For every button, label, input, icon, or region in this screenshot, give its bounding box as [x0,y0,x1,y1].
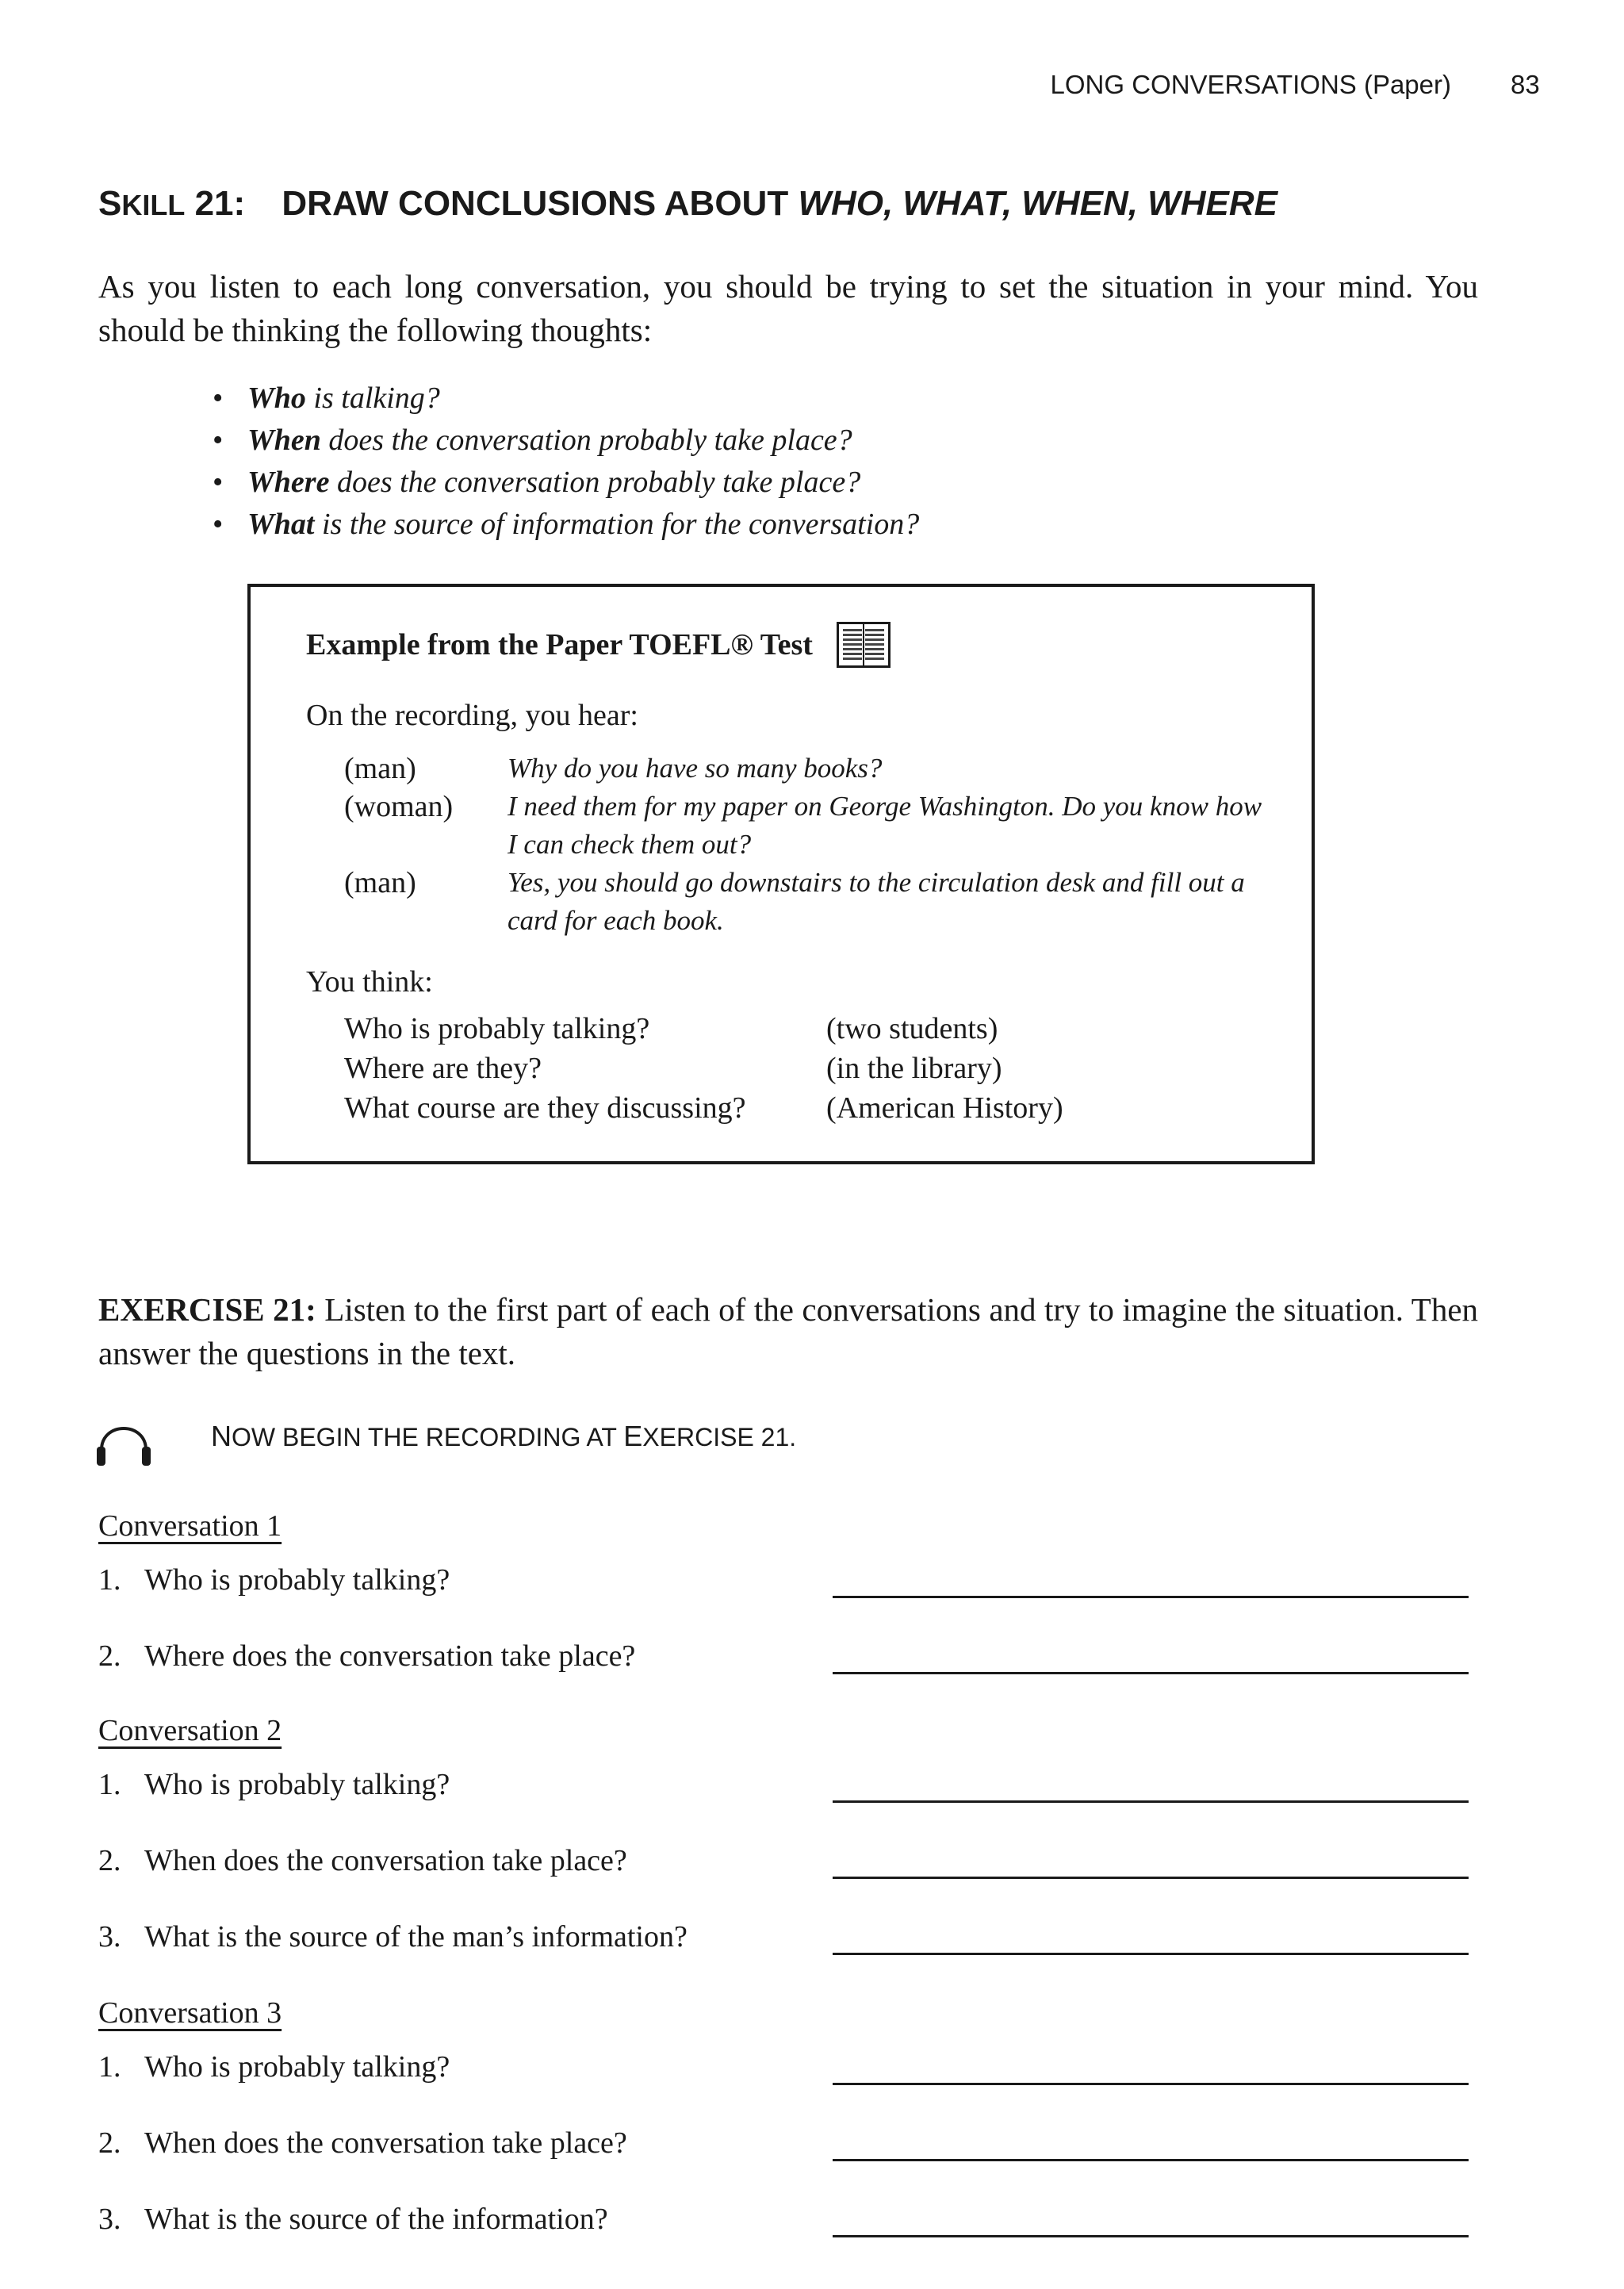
recording-instruction [211,1420,796,1453]
dialogue-line [344,788,1280,864]
conversation-2-heading: Conversation 2 [98,1714,282,1747]
question-number: 2. [98,1639,121,1673]
skill-title-italic: WHO, WHAT, WHEN, WHERE [798,184,1277,223]
question-number: 2. [98,1844,121,1877]
example-title-row [306,622,891,668]
open-book-icon [837,622,891,668]
utterance: Yes, you should go downstairs to the circulation desk and fill out a card for each book. [508,867,1245,936]
question-text: What is the source of the information? [144,2203,608,2236]
recording-exercise-rest: XERCISE 21. [642,1423,797,1451]
thought-key: What [247,508,315,541]
answer-blank[interactable] [833,2159,1469,2161]
answer-blank[interactable] [833,1877,1469,1879]
question-text: Who is probably talking? [144,2050,450,2084]
thinking-answer: (in the library) [826,1052,1002,1085]
answer-blank[interactable] [833,1800,1469,1803]
utterance: I need them for my paper on George Washington. Do you know how I can check them out? [508,791,1262,860]
question-text: Where does the conversation take place? [144,1639,636,1673]
skill-heading [98,184,1277,224]
thinking-question: What course are they discussing? [344,1091,746,1125]
list-item [206,420,919,462]
recording-middle: OW BEGIN THE RECORDING AT [232,1423,624,1451]
speaker: (woman) [344,790,454,823]
answer-blank[interactable] [833,1953,1469,1955]
answer-blank[interactable] [833,1672,1469,1674]
question-number: 1. [98,2050,121,2084]
question-text: When does the conversation take place? [144,2126,627,2160]
utterance: Why do you have so many books? [508,753,883,784]
question-text: Who is probably talking? [144,1563,450,1597]
thinking-table [344,1009,1063,1128]
question-number: 3. [98,1920,121,1954]
example-title: Example from the Paper TOEFL® Test [306,628,813,661]
hear-label: On the recording, you hear: [306,699,638,732]
recording-now-cap: N [211,1420,232,1452]
think-label: You think: [306,965,433,999]
list-item [206,504,919,546]
thought-key: Who [247,382,306,415]
intro-paragraph: As you listen to each long conversation, you should be trying to set the situation in your mind. You should be thinking the following thoughts: [98,268,1478,348]
question-text: Who is probably talking? [144,1768,450,1801]
speaker: (man) [344,752,416,785]
conversation-1-heading: Conversation 1 [98,1509,282,1543]
question-text: What is the source of the man’s information? [144,1920,688,1954]
answer-blank[interactable] [833,2083,1469,2085]
skill-label-initial: S [98,184,122,223]
thinking-question: Who is probably talking? [344,1012,650,1045]
example-box [247,584,1315,1164]
exercise-text: Listen to the first part of each of the conversations and try to imagine the situation. Then answer the questions in the text. [98,1291,1479,1371]
headphones-icon [95,1410,152,1469]
thought-key: When [247,424,321,457]
skill-label-rest: KILL [121,189,186,221]
thinking-answer: (American History) [826,1091,1063,1125]
question-number: 1. [98,1563,121,1597]
skill-label [98,184,245,223]
table-row [344,1009,1063,1049]
dialogue-line [344,750,1280,788]
question-number: 2. [98,2126,121,2160]
conversation-3-heading: Conversation 3 [98,1996,282,2030]
answer-blank[interactable] [833,1596,1469,1598]
thought-key: Where [247,466,330,499]
exercise-label: EXERCISE 21: [98,1291,316,1328]
thinking-question: Where are they? [344,1052,542,1085]
thought-rest: does the conversation probably take place? [320,424,852,457]
speaker: (man) [344,866,416,899]
table-row [344,1088,1063,1128]
list-item [206,378,919,420]
skill-number: 21: [194,184,246,223]
thought-rest: is talking? [305,382,440,415]
example-dialogue [344,750,1280,940]
question-number: 3. [98,2203,121,2236]
thinking-answer: (two students) [826,1012,998,1045]
thought-rest: is the source of information for the conversation? [314,508,920,541]
page-number: 83 [1511,70,1540,99]
running-head: LONG CONVERSATIONS (Paper) [1050,70,1451,99]
thought-rest: does the conversation probably take place? [329,466,861,499]
dialogue-line [344,864,1280,940]
recording-exercise-cap: E [623,1420,643,1452]
question-number: 1. [98,1768,121,1801]
skill-title-plain: DRAW CONCLUSIONS ABOUT [282,184,789,223]
answer-blank[interactable] [833,2235,1469,2237]
table-row [344,1049,1063,1088]
question-text: When does the conversation take place? [144,1844,627,1877]
list-item [206,462,919,504]
exercise-instructions [98,1288,1478,1375]
thoughts-list [206,378,919,546]
